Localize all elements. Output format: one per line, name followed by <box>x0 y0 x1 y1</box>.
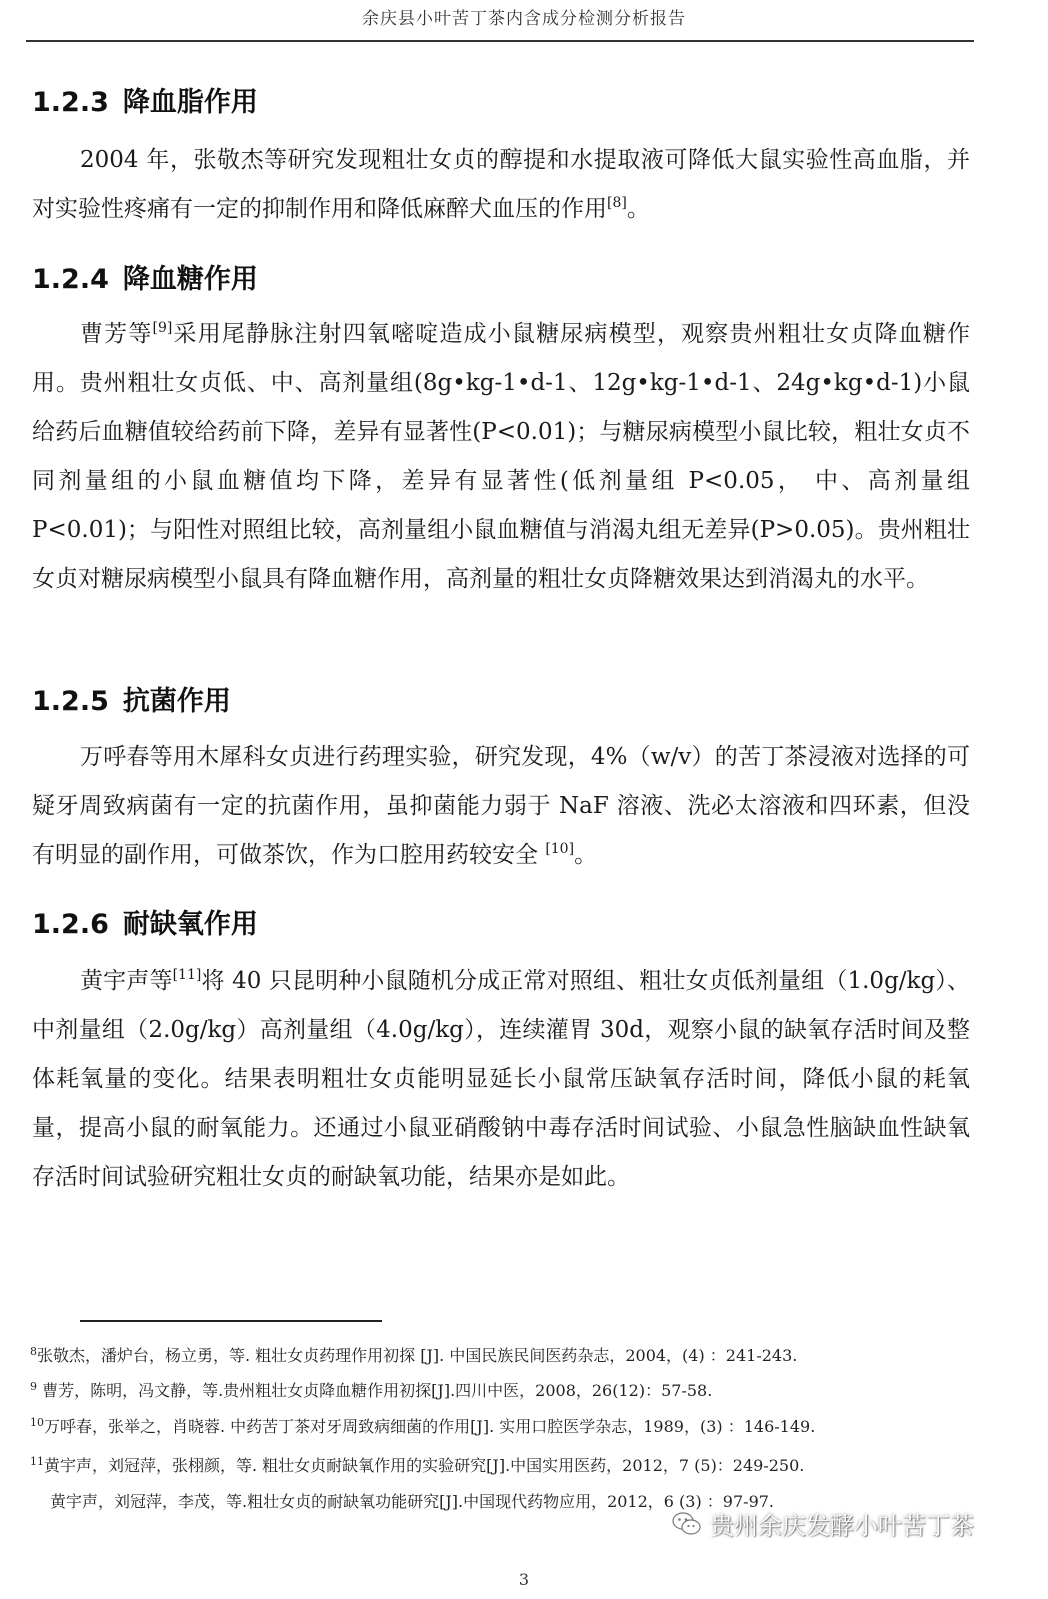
section-title: 耐缺氧作用 <box>122 909 258 940</box>
paragraph-text: 曹芳等 <box>80 321 153 347</box>
section-number: 1.2.6 <box>32 909 109 940</box>
paragraph-lipid <box>32 136 970 234</box>
section-number: 1.2.5 <box>32 686 109 717</box>
paragraph-text-end: 将 40 只昆明种小鼠随机分成正常对照组、粗壮女贞低剂量组（1.0g/kg）、中剂量组（2.0g/kg）高剂量组（4.0g/kg），连续灌胃 30d，观察小鼠的缺氧存活时间及整体耗氧量的变化。结果表明粗壮女贞能明显延长小鼠常压缺氧存活时间，降低小鼠的耗氧量，提高小鼠的耐氧能力。还通过小鼠亚硝酸钠中毒存活时间试验、小鼠急性脑缺血性缺氧存活时间试验研究粗壮女贞的耐缺氧功能，结果亦是如此。 <box>32 968 970 1190</box>
section-number: 1.2.4 <box>32 264 109 295</box>
paragraph-antibacterial <box>32 733 970 880</box>
paragraph-glucose <box>32 310 970 604</box>
footnote-text: 曹芳，陈明，冯文静，等.贵州粗壮女贞降血糖作用初探[J].四川中医，2008，26(12)：57-58. <box>37 1381 713 1400</box>
section-heading-1-2-5 <box>32 679 231 718</box>
footnote-text: 张敬杰，潘炉台，杨立勇，等. 粗壮女贞药理作用初探 [J]. 中国民族民间医药杂志，2004，(4) ：241-243. <box>37 1346 798 1365</box>
footnote-mark: 9 <box>30 1380 37 1393</box>
section-title: 抗菌作用 <box>122 686 231 717</box>
section-heading-1-2-6 <box>32 902 258 941</box>
footnote-mark: 8 <box>30 1345 37 1358</box>
footnote-text: 黄宇声，刘冠萍，张栩颜，等. 粗壮女贞耐缺氧作用的实验研究[J].中国实用医药，2012，7 (5)：249-250. <box>44 1456 805 1475</box>
footnote-11 <box>30 1456 970 1476</box>
wechat-watermark <box>672 1506 974 1541</box>
running-header: 余庆县小叶苦丁茶内含成分检测分析报告 <box>362 9 686 29</box>
citation-ref: [11] <box>172 967 202 983</box>
footnote-rule <box>80 1320 382 1322</box>
citation-ref: [9] <box>152 320 173 336</box>
section-heading-1-2-3 <box>32 80 258 119</box>
paragraph-text: 万呼春等用木犀科女贞进行药理实验，研究发现，4%（w/v）的苦丁茶浸液对选择的可疑牙周致病菌有一定的抗菌作用，虽抑菌能力弱于 NaF 溶液、洗必太溶液和四环素，但没有明显的副作用，可做茶饮，作为口腔用药较安全 <box>32 744 970 868</box>
watermark-text: 贵州余庆发酵小叶苦丁茶 <box>710 1512 974 1540</box>
footnote-mark: 11 <box>30 1455 44 1468</box>
header-rule <box>26 40 974 42</box>
section-title: 降血脂作用 <box>122 87 258 118</box>
footnote-mark: 10 <box>30 1416 44 1429</box>
wechat-icon <box>672 1511 702 1537</box>
section-number: 1.2.3 <box>32 87 109 118</box>
citation-ref: [10] <box>545 841 575 857</box>
paragraph-text-end: 。 <box>574 842 598 868</box>
paragraph-text: 2004 年，张敬杰等研究发现粗壮女贞的醇提和水提取液可降低大鼠实验性高血脂，并对实验性疼痛有一定的抑制作用和降低麻醉犬血压的作用 <box>32 147 970 222</box>
footnote-8 <box>30 1346 970 1366</box>
citation-ref: [8] <box>607 195 627 211</box>
page-number: 3 <box>518 1570 530 1589</box>
section-title: 降血糖作用 <box>122 264 258 295</box>
footnote-10 <box>30 1417 970 1437</box>
footnote-text: 万呼春，张举之，肖晓蓉. 中药苦丁茶对牙周致病细菌的作用[J]. 实用口腔医学杂志，1989，(3) ：146-149. <box>44 1417 816 1436</box>
paragraph-text-end: 采用尾静脉注射四氧嘧啶造成小鼠糖尿病模型，观察贵州粗壮女贞降血糖作用。贵州粗壮女贞低、中、高剂量组(8g•kg-1•d-1、12g•kg-1•d-1、24g•kg•d-1)小鼠给药后血糖值较给药前下降，差异有显著性(P<0.01)；与糖尿病模型小鼠比较，粗壮女贞不同剂量组的小鼠血糖值均下降，差异有显著性(低剂量组 P<0.05， 中、高剂量组P<0.01)；与阳性对照组比较，高剂量组小鼠血糖值与消渴丸组无差异(P>0.05)。贵州粗壮女贞对糖尿病模型小鼠具有降血糖作用，高剂量的粗壮女贞降糖效果达到消渴丸的水平。 <box>32 321 971 592</box>
paragraph-text-end: 。 <box>626 196 650 222</box>
footnote-9 <box>30 1381 970 1401</box>
section-heading-1-2-4 <box>32 257 258 296</box>
footnote-text: 黄宇声，刘冠萍，李茂，等.粗壮女贞的耐缺氧功能研究[J].中国现代药物应用，2012，6 (3) ：97-97. <box>50 1492 775 1511</box>
paragraph-hypoxia <box>32 957 970 1202</box>
paragraph-text: 黄宇声等 <box>80 968 173 994</box>
